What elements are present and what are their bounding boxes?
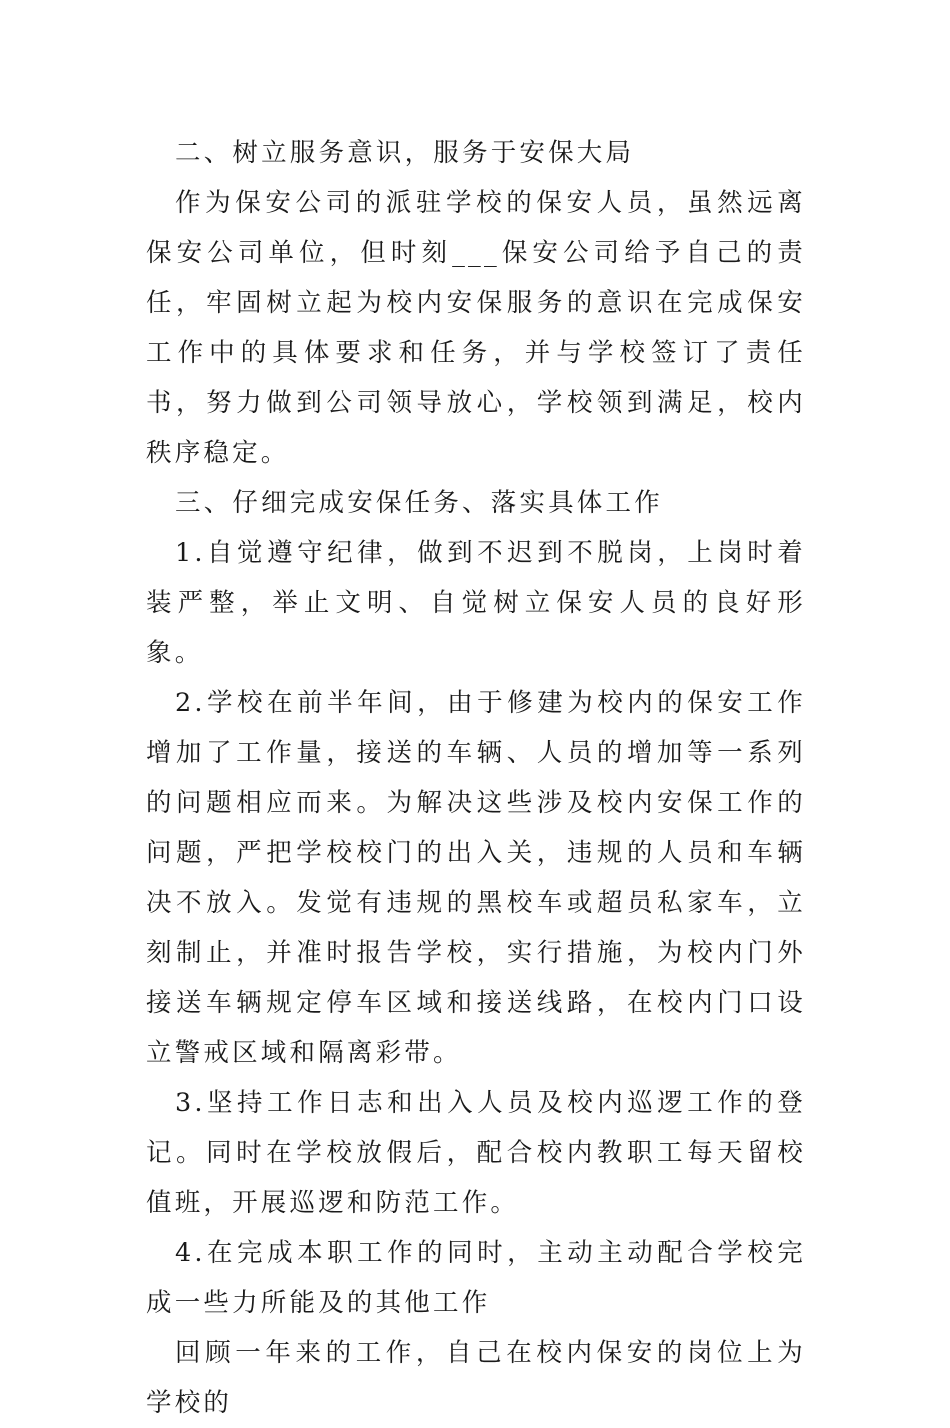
paragraph: 作为保安公司的派驻学校的保安人员，虽然远离保安公司单位，但时刻___保安公司给予自己的责任，牢固树立起为校内安保服务的意识在完成保安工作中的具体要求和任务，并与学校签订了责任书，努力做到公司领导放心，学校领到满足，校内秩序稳定。 xyxy=(146,188,806,468)
document-body xyxy=(146,128,806,1428)
section-heading: 三、仔细完成安保任务、落实具体工作 xyxy=(175,488,663,518)
paragraph: 回顾一年来的工作，自己在校内保安的岗位上为学校的 xyxy=(146,1338,806,1418)
paragraph: 2.学校在前半年间，由于修建为校内的保安工作增加了工作量，接送的车辆、人员的增加等一系列的问题相应而来。为解决这些涉及校内安保工作的问题，严把学校校门的出入关，违规的人员和车辆决不放入。发觉有违规的黑校车或超员私家车，立刻制止，并准时报告学校，实行措施，为校内门外接送车辆规定停车区域和接送线路，在校内门口设立警戒区域和隔离彩带。 xyxy=(146,688,806,1068)
paragraph: 4.在完成本职工作的同时，主动主动配合学校完成一些力所能及的其他工作 xyxy=(146,1238,806,1318)
paragraph: 3.坚持工作日志和出入人员及校内巡逻工作的登记。同时在学校放假后，配合校内教职工每天留校值班，开展巡逻和防范工作。 xyxy=(146,1088,806,1218)
paragraph: 1.自觉遵守纪律，做到不迟到不脱岗，上岗时着装严整，举止文明、自觉树立保安人员的良好形象。 xyxy=(146,538,806,668)
section-heading: 二、树立服务意识，服务于安保大局 xyxy=(175,138,635,168)
